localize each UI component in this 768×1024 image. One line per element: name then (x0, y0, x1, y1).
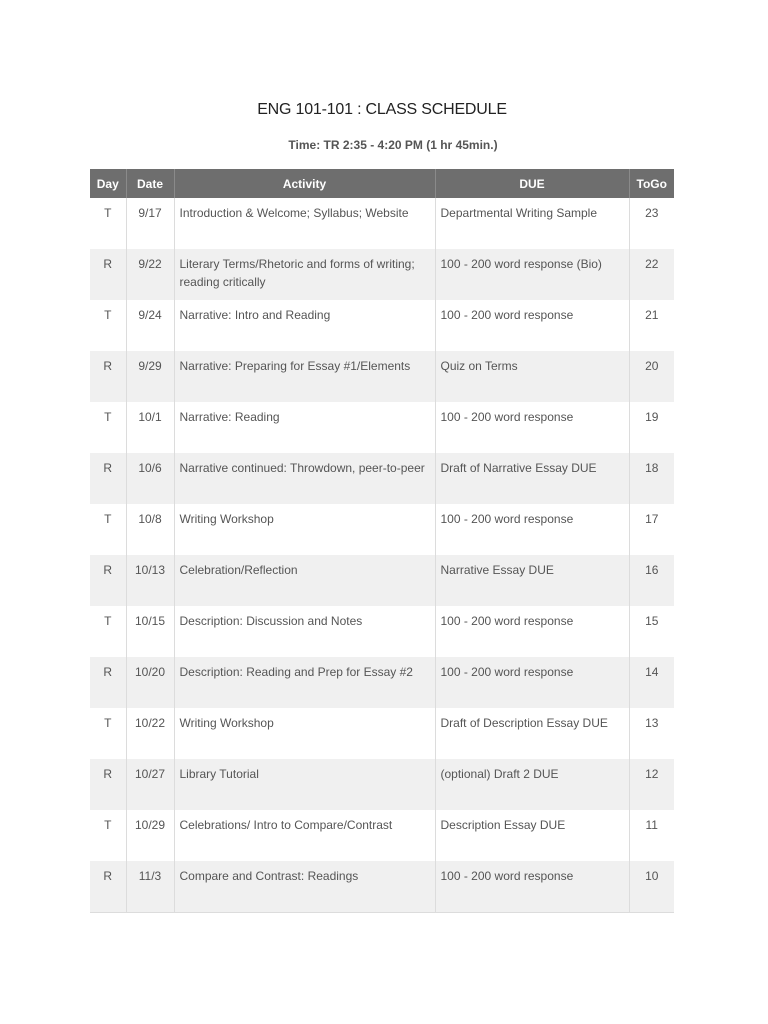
cell-activity: Celebrations/ Intro to Compare/Contrast (174, 810, 435, 861)
cell-due: 100 - 200 word response (435, 657, 629, 708)
table-row (90, 300, 674, 351)
cell-togo: 12 (629, 759, 674, 810)
cell-togo: 23 (629, 198, 674, 249)
cell-due: Departmental Writing Sample (435, 198, 629, 249)
cell-date: 9/24 (126, 300, 174, 351)
cell-date: 9/17 (126, 198, 174, 249)
table-row (90, 810, 674, 861)
cell-togo: 14 (629, 657, 674, 708)
table-row (90, 249, 674, 300)
cell-day: R (90, 861, 126, 912)
table-row (90, 198, 674, 249)
cell-togo: 17 (629, 504, 674, 555)
cell-activity: Library Tutorial (174, 759, 435, 810)
cell-due: 100 - 200 word response (435, 402, 629, 453)
cell-day: R (90, 555, 126, 606)
cell-due: Draft of Narrative Essay DUE (435, 453, 629, 504)
cell-togo: 10 (629, 861, 674, 912)
cell-date: 10/20 (126, 657, 174, 708)
table-header-row (90, 169, 674, 198)
cell-togo: 18 (629, 453, 674, 504)
cell-date: 9/29 (126, 351, 174, 402)
cell-togo: 16 (629, 555, 674, 606)
cell-activity: Literary Terms/Rhetoric and forms of writing; reading critically (174, 249, 435, 300)
cell-togo: 22 (629, 249, 674, 300)
page-title: ENG 101-101 : CLASS SCHEDULE (257, 101, 507, 118)
cell-day: T (90, 708, 126, 759)
cell-activity: Celebration/Reflection (174, 555, 435, 606)
cell-due: 100 - 200 word response (435, 504, 629, 555)
cell-activity: Narrative: Preparing for Essay #1/Elements (174, 351, 435, 402)
cell-day: R (90, 657, 126, 708)
cell-date: 11/3 (126, 861, 174, 912)
cell-togo: 11 (629, 810, 674, 861)
table-row (90, 759, 674, 810)
cell-due: (optional) Draft 2 DUE (435, 759, 629, 810)
table-row (90, 555, 674, 606)
cell-day: R (90, 759, 126, 810)
class-time: Time: TR 2:35 - 4:20 PM (1 hr 45min.) (288, 138, 498, 152)
cell-activity: Narrative continued: Throwdown, peer-to-peer (174, 453, 435, 504)
cell-activity: Narrative: Reading (174, 402, 435, 453)
cell-due: Draft of Description Essay DUE (435, 708, 629, 759)
table-row (90, 453, 674, 504)
cell-togo: 21 (629, 300, 674, 351)
cell-date: 10/22 (126, 708, 174, 759)
header-date: Date (126, 169, 174, 198)
header-due: DUE (435, 169, 629, 198)
cell-date: 9/22 (126, 249, 174, 300)
cell-due: Narrative Essay DUE (435, 555, 629, 606)
cell-due: Quiz on Terms (435, 351, 629, 402)
cell-date: 10/29 (126, 810, 174, 861)
cell-date: 10/13 (126, 555, 174, 606)
cell-date: 10/15 (126, 606, 174, 657)
cell-activity: Writing Workshop (174, 504, 435, 555)
cell-day: T (90, 198, 126, 249)
cell-activity: Description: Discussion and Notes (174, 606, 435, 657)
cell-day: T (90, 402, 126, 453)
cell-activity: Writing Workshop (174, 708, 435, 759)
cell-day: R (90, 249, 126, 300)
table-row (90, 708, 674, 759)
cell-activity: Narrative: Intro and Reading (174, 300, 435, 351)
schedule-table (90, 169, 674, 913)
cell-date: 10/1 (126, 402, 174, 453)
schedule-body (90, 198, 674, 912)
cell-day: R (90, 453, 126, 504)
header-day: Day (90, 169, 126, 198)
table-row (90, 657, 674, 708)
cell-activity: Compare and Contrast: Readings (174, 861, 435, 912)
table-row (90, 402, 674, 453)
cell-date: 10/8 (126, 504, 174, 555)
cell-togo: 20 (629, 351, 674, 402)
table-row (90, 606, 674, 657)
cell-day: R (90, 351, 126, 402)
cell-togo: 13 (629, 708, 674, 759)
cell-day: T (90, 810, 126, 861)
cell-day: T (90, 300, 126, 351)
cell-due: 100 - 200 word response (Bio) (435, 249, 629, 300)
cell-date: 10/27 (126, 759, 174, 810)
table-row (90, 861, 674, 912)
header-togo: ToGo (629, 169, 674, 198)
cell-togo: 19 (629, 402, 674, 453)
cell-due: 100 - 200 word response (435, 300, 629, 351)
cell-togo: 15 (629, 606, 674, 657)
cell-day: T (90, 606, 126, 657)
cell-due: 100 - 200 word response (435, 861, 629, 912)
table-row (90, 351, 674, 402)
cell-activity: Description: Reading and Prep for Essay #2 (174, 657, 435, 708)
cell-due: Description Essay DUE (435, 810, 629, 861)
cell-due: 100 - 200 word response (435, 606, 629, 657)
table-row (90, 504, 674, 555)
cell-day: T (90, 504, 126, 555)
header-activity: Activity (174, 169, 435, 198)
cell-date: 10/6 (126, 453, 174, 504)
cell-activity: Introduction & Welcome; Syllabus; Website (174, 198, 435, 249)
